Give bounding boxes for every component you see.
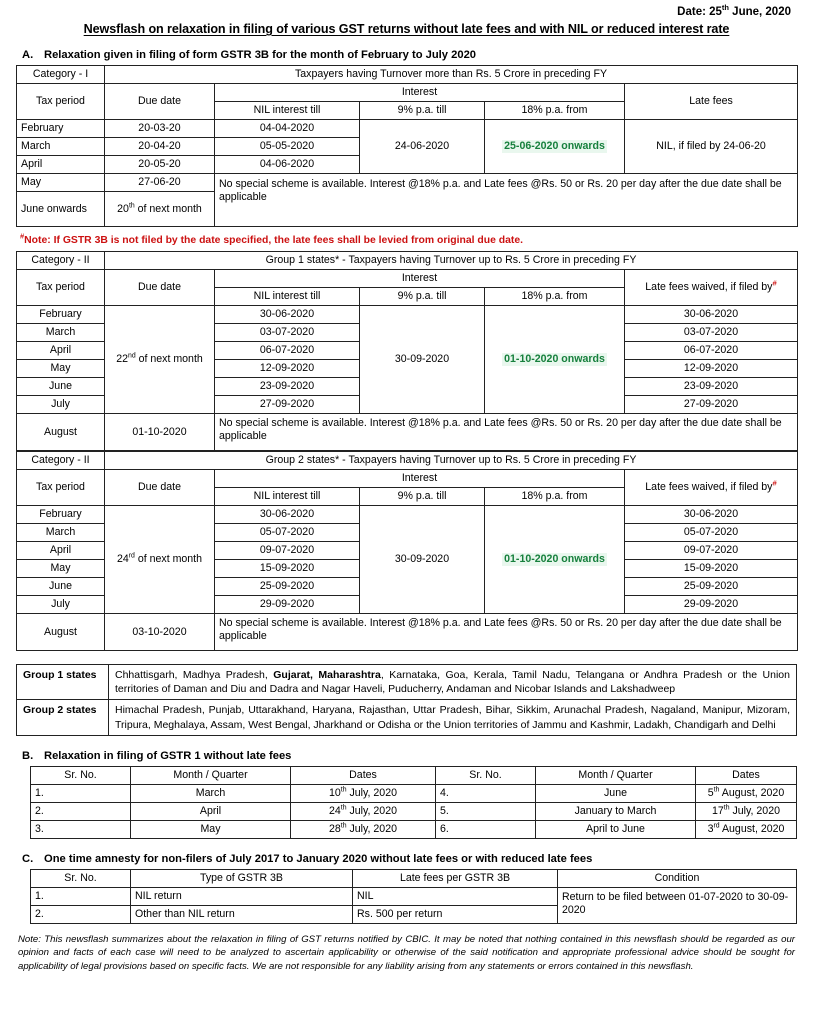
cell-dates [696,784,797,802]
cell-sr-no: 5. [436,802,536,820]
cell-nil-interest-till: 29-09-2020 [215,596,360,614]
date-num: 17 [712,804,724,817]
cell-tax-period: June [17,578,105,596]
cell-due-date: 20-04-20 [105,138,215,156]
date-ordinal: rd [713,822,720,830]
cell-tax-period: July [17,596,105,614]
table-group-states [16,664,797,736]
cell-dates [291,784,436,802]
cell-late-fees-waived: 12-09-2020 [625,360,798,378]
table-row [17,66,798,84]
date-suffix: June, 2020 [728,6,791,18]
col-header-late-fees-waived [625,270,798,306]
date-num: 10 [329,786,341,799]
cell-tax-period: February [17,120,105,138]
cell-month-quarter: June [536,784,696,802]
table-row [17,120,798,138]
cell-9pct-merged: 30-09-2020 [360,306,485,414]
cell-tax-period: February [17,506,105,524]
col-header-interest: Interest [215,84,625,102]
cell-due-date: 27-06-20 [105,174,215,192]
cell-no-special-scheme-note: No special scheme is available. Interest @18% p.a. and Late fees @Rs. 50 or Rs. 20 per day after the due date shall be applicable [215,614,798,651]
green-highlight-text: 01-10-2020 onwards [504,353,605,365]
hash-marker-icon: # [772,478,777,488]
cell-sr-no: 3. [31,820,131,838]
due-date-num: 20 [117,202,129,215]
section-c-letter: C. [22,852,34,865]
table-category-2-group-2 [16,451,798,651]
cell-nil-interest-till: 04-06-2020 [215,156,360,174]
green-highlight-text: 25-06-2020 onwards [504,140,605,152]
table-gstr1 [30,766,797,839]
cell-late-fees-merged: NIL, if filed by 24-06-20 [625,120,798,174]
cell-nil-interest-till: 23-09-2020 [215,378,360,396]
date-ordinal-suffix: th [721,3,729,13]
col-header-18pct: 18% p.a. from [485,102,625,120]
col-header-sr-no: Sr. No. [31,869,131,887]
red-warning-note [20,231,797,247]
col-header-dates: Dates [696,766,797,784]
cell-nil-interest-till: 15-09-2020 [215,560,360,578]
cell-month-quarter: January to March [536,802,696,820]
group-1-pre: Chhattisgarh, Madhya Pradesh, [115,669,274,681]
col-header-late-fees-per-gstr3b: Late fees per GSTR 3B [353,869,558,887]
cell-tax-period: February [17,306,105,324]
date-tail: August, 2020 [719,786,785,799]
cell-tax-period: April [17,342,105,360]
cell-18pct-merged [485,506,625,614]
col-header-type-gstr3b: Type of GSTR 3B [131,869,353,887]
group-1-label: Group 1 states [17,665,109,700]
date-tail: July, 2020 [346,786,397,799]
late-fees-waived-text: Late fees waived, if filed by [645,481,773,493]
cell-condition: Return to be filed between 01-07-2020 to 30-09-2020 [558,887,797,923]
cell-due-date [105,192,215,227]
date-tail: August, 2020 [719,822,785,835]
cell-dates [696,802,797,820]
cell-sr-no: 2. [31,802,131,820]
table-amnesty [30,869,797,924]
table-row [31,820,797,838]
cell-late-fees-waived: 30-06-2020 [625,506,798,524]
section-b-letter: B. [22,749,34,762]
cell-nil-interest-till: 25-09-2020 [215,578,360,596]
category-1-title: Taxpayers having Turnover more than Rs. 5 Crore in preceding FY [105,66,798,84]
col-header-18pct: 18% p.a. from [485,488,625,506]
table-row [17,506,798,524]
cell-tax-period [17,192,105,227]
cell-nil-interest-till: 12-09-2020 [215,360,360,378]
cell-tax-period: March [17,524,105,542]
due-date-num: 24 [116,553,129,565]
col-header-tax-period: Tax period [17,84,105,120]
page-title: Newsflash on relaxation in filing of various GST returns without late fees and with NIL or reduced interest rate [83,22,730,36]
col-header-due-date: Due date [105,84,215,120]
cell-18pct-merged [485,306,625,414]
cell-9pct-merged: 24-06-2020 [360,120,485,174]
cell-nil-interest-till: 05-05-2020 [215,138,360,156]
group-2-states: Himachal Pradesh, Punjab, Uttarakhand, Haryana, Rajasthan, Uttar Pradesh, Bihar, Sikkim, Arunachal Pradesh, Nagaland, Manipur, Mizoram, Tripura, Meghalaya, Assam, West Bengal, Jharkhand or Odisha or the Union territories of Jammu and Kashmir, Ladakh, Chandigarh and Delhi [109,700,797,735]
section-b-heading [16,749,797,763]
cell-dates [291,802,436,820]
col-header-18pct: 18% p.a. from [485,288,625,306]
col-header-9pct: 9% p.a. till [360,488,485,506]
due-date-num: 22 [116,353,128,365]
group-1-post: , Karnataka, Goa, Kerala, Tamil Nadu, Telangana or Andhra Pradesh or the Union territories of Daman and Diu and Dadra and Nagar Haveli, Puducherry, Andaman and Nicobar Islands and Lakshadweep [115,669,790,696]
cell-due-date-merged [105,506,215,614]
cell-nil-interest-till: 06-07-2020 [215,342,360,360]
section-c-title: One time amnesty for non-filers of July 2017 to January 2020 without late fees or with reduced late fees [44,852,593,865]
date-num: 5 [707,786,714,799]
table-row [31,784,797,802]
category-2-g2-title: Group 2 states* - Taxpayers having Turnover up to Rs. 5 Crore in preceding FY [105,452,798,470]
col-header-dates: Dates [291,766,436,784]
cell-nil-interest-till: 09-07-2020 [215,542,360,560]
date-tail: July, 2020 [346,804,397,817]
cell-late-fees: Rs. 500 per return [353,905,558,923]
col-header-sr-no: Sr. No. [436,766,536,784]
cell-late-fees-waived: 03-07-2020 [625,324,798,342]
date-num: 24 [329,804,341,817]
col-header-late-fees: Late fees [625,84,798,120]
cell-tax-period: March [17,324,105,342]
cell-late-fees-waived: 30-06-2020 [625,306,798,324]
col-header-tax-period: Tax period [17,470,105,506]
hash-marker-icon: # [772,278,777,288]
col-header-interest: Interest [215,470,625,488]
cell-tax-period: May [17,360,105,378]
table-row [17,414,798,451]
green-highlight-text: 01-10-2020 onwards [504,553,605,565]
table-row [31,869,797,887]
hash-marker-icon: # [20,231,25,241]
cell-18pct-merged [485,120,625,174]
date-ordinal: th [713,786,720,794]
disclaimer-note: Note: This newsflash summarizes about the relaxation in filing of GST returns notified by CBIC. It may be noted that nothing contained in this newsflash should be regarded as our opinion and facts of each case will need to be analyzed to ascertain applicability or otherwise of the said notification and appropriate professional advice should be sought for applicability of legal provisions based on specific facts. We are not responsible for any liability arising from any statements or errors contained in this newsflash. [18,933,795,972]
table-row [17,270,798,288]
table-row [17,306,798,324]
cell-month-quarter: March [131,784,291,802]
table-row [17,470,798,488]
cell-late-fees-waived: 06-07-2020 [625,342,798,360]
cell-tax-period-text: June onwards [21,202,87,215]
cell-nil-interest-till: 30-06-2020 [215,306,360,324]
cell-tax-period: May [17,174,105,192]
cell-tax-period: June [17,378,105,396]
col-header-condition: Condition [558,869,797,887]
table-row [31,802,797,820]
cell-due-date: 03-10-2020 [105,614,215,651]
group-1-bold-states: Gujarat, Maharashtra [273,669,381,681]
cell-tax-period: April [17,542,105,560]
cell-sr-no: 6. [436,820,536,838]
col-header-nil-interest-till: NIL interest till [215,102,360,120]
table-row [17,84,798,102]
category-2-g1-title: Group 1 states* - Taxpayers having Turnover up to Rs. 5 Crore in preceding FY [105,252,798,270]
cell-type-gstr3b: NIL return [131,887,353,905]
table-row [17,252,798,270]
cell-due-date: 20-05-20 [105,156,215,174]
table-row [31,887,797,905]
category-2-g2-label: Category - II [17,452,105,470]
cell-due-date: 01-10-2020 [105,414,215,451]
cell-tax-period: April [17,156,105,174]
col-header-tax-period: Tax period [17,270,105,306]
due-date-ordinal: nd [128,352,136,360]
cell-sr-no: 2. [31,905,131,923]
cell-sr-no: 1. [31,887,131,905]
date-prefix: Date: 25 [677,6,722,18]
date-num: 3 [707,822,714,835]
cell-late-fees-waived: 25-09-2020 [625,578,798,596]
cell-tax-period: August [17,614,105,651]
cell-sr-no: 1. [31,784,131,802]
due-date-ordinal: rd [128,552,135,560]
cell-tax-period: March [17,138,105,156]
section-a-heading [16,48,797,62]
cell-type-gstr3b: Other than NIL return [131,905,353,923]
col-header-due-date: Due date [105,470,215,506]
section-a-letter: A. [22,49,34,61]
cell-month-quarter: April [131,802,291,820]
date-ordinal: th [723,804,730,812]
col-header-due-date: Due date [105,270,215,306]
cell-nil-interest-till: 30-06-2020 [215,506,360,524]
due-date-ordinal: th [128,201,135,209]
due-date-tail: of next month [135,353,203,365]
category-2-g1-label: Category - II [17,252,105,270]
late-fees-waived-text: Late fees waived, if filed by [645,281,773,293]
table-row [17,665,797,700]
cell-late-fees-waived: 05-07-2020 [625,524,798,542]
red-note-text: Note: If GSTR 3B is not filed by the date specified, the late fees shall be levied from original due date. [24,235,524,246]
document-date [16,5,797,19]
table-row [17,174,798,192]
table-category-1 [16,65,798,227]
group-1-states [109,665,797,700]
cell-tax-period: August [17,414,105,451]
cell-9pct-merged: 30-09-2020 [360,506,485,614]
cell-dates [291,820,436,838]
cell-month-quarter: April to June [536,820,696,838]
cell-no-special-scheme-note: No special scheme is available. Interest @18% p.a. and Late fees @Rs. 50 or Rs. 20 per day after the due date shall be applicable [215,414,798,451]
category-1-label: Category - I [17,66,105,84]
cell-late-fees-waived: 29-09-2020 [625,596,798,614]
cell-nil-interest-till: 04-04-2020 [215,120,360,138]
cell-late-fees-waived: 27-09-2020 [625,396,798,414]
cell-month-quarter: May [131,820,291,838]
col-header-nil-interest-till: NIL interest till [215,488,360,506]
section-c-heading [16,852,797,866]
cell-sr-no: 4. [436,784,536,802]
date-ordinal: th [340,786,347,794]
group-2-label: Group 2 states [17,700,109,735]
due-date-tail: of next month [134,553,203,565]
cell-late-fees-waived: 15-09-2020 [625,560,798,578]
table-row [17,452,798,470]
col-header-month-quarter: Month / Quarter [536,766,696,784]
cell-nil-interest-till: 03-07-2020 [215,324,360,342]
cell-tax-period: May [17,560,105,578]
table-row [17,700,797,735]
col-header-month-quarter: Month / Quarter [131,766,291,784]
section-a-title: Relaxation given in filing of form GSTR 3B for the month of February to July 2020 [44,49,477,61]
section-b-title: Relaxation in filing of GSTR 1 without late fees [44,749,292,762]
cell-no-special-scheme-note: No special scheme is available. Interest @18% p.a. and Late fees @Rs. 50 or Rs. 20 per day after the due date shall be applicable [215,174,798,227]
col-header-9pct: 9% p.a. till [360,288,485,306]
date-ordinal: th [340,804,347,812]
cell-due-date: 20-03-20 [105,120,215,138]
col-header-nil-interest-till: NIL interest till [215,288,360,306]
col-header-sr-no: Sr. No. [31,766,131,784]
table-category-2-group-1 [16,251,798,451]
cell-nil-interest-till: 05-07-2020 [215,524,360,542]
table-row [17,614,798,651]
cell-tax-period: July [17,396,105,414]
cell-nil-interest-till: 27-09-2020 [215,396,360,414]
col-header-9pct: 9% p.a. till [360,102,485,120]
date-tail: July, 2020 [729,804,780,817]
date-tail: July, 2020 [346,822,397,835]
col-header-late-fees-waived [625,470,798,506]
cell-due-date-merged [105,306,215,414]
due-date-tail: of next month [134,202,202,215]
date-ordinal: th [340,822,347,830]
col-header-interest: Interest [215,270,625,288]
table-row [31,766,797,784]
cell-late-fees-waived: 09-07-2020 [625,542,798,560]
cell-dates [696,820,797,838]
cell-late-fees: NIL [353,887,558,905]
cell-late-fees-waived: 23-09-2020 [625,378,798,396]
date-num: 28 [329,822,341,835]
